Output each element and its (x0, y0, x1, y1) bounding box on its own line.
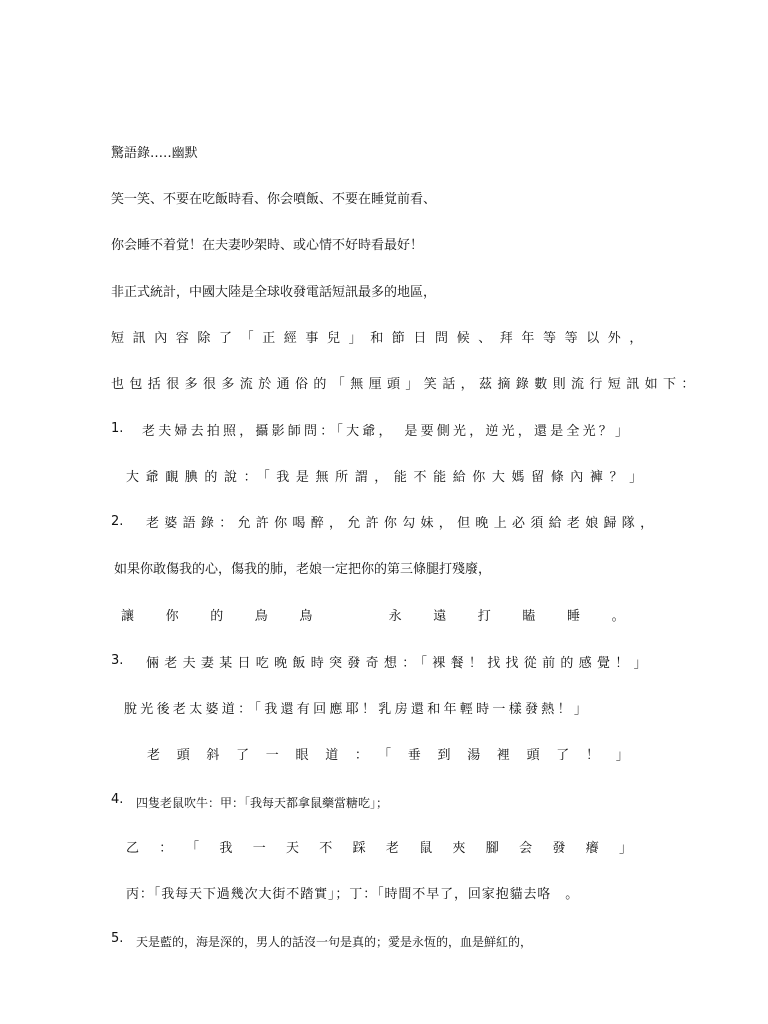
item-4-line-1: 四隻老鼠吹牛：甲：「我每天都拿鼠藥當糖吃」； (136, 796, 389, 810)
paragraph-1: 笑一笑、不要在吃飯時看、你会噴飯、不要在睡覚前看、 (111, 192, 437, 207)
item-3-line-2: 脫光後老太婆道：「我還有回應耶！乳房還和年輕時一樣發熱！」 (124, 702, 591, 717)
paragraph-2: 你会睡不着覚！在夫妻吵架時、或心情不好時看最好！ (111, 238, 424, 253)
paragraph-5: 也包括很多很多流於通俗的「無厘頭」笑話，茲摘錄數則流行短訊如下： (111, 377, 700, 392)
item-1-number: 1. (111, 421, 124, 436)
item-1-line-2: 大爺靦腆的說：「我是無所謂，能不能給你大媽留條內褲？」 (126, 470, 649, 485)
item-2-line-3: 讓你的鳥鳥 永遠打瞌睡。 (121, 609, 657, 624)
item-4-line-2: 乙：「我一天不踩老鼠夾腳会發癢」 (126, 841, 653, 856)
item-2-line-1: 老婆語錄：允許你喝醉，允許你勾妹，但晚上必須給老娘歸隊， (146, 516, 659, 531)
item-3-line-3: 老頭斜了一眼道：「垂到湯裡頭了！」 (147, 748, 646, 763)
item-2-number: 2. (111, 514, 124, 529)
item-5-number: 5. (111, 931, 124, 946)
item-5-line-1: 天是藍的，海是深的，男人的話沒一句是真的；愛是永恆的，血是鮮紅的， (136, 935, 533, 949)
paragraph-4: 短訊內容除了「正經事兒」和節日問候、拜年等等以外， (111, 331, 652, 346)
item-3-number: 3. (111, 653, 124, 668)
item-1-line-1: 老夫婦去拍照，攝影師問：「大爺， 是要側光，逆光，還是全光？」 (142, 424, 632, 439)
doc-title: 驚語錄…‥幽默 (111, 146, 198, 161)
paragraph-3: 非正式統計，中國大陸是全球收發電話短訊最多的地區， (111, 285, 437, 300)
item-3-line-1: 倆老夫妻某日吃晚飯時突發奇想：「裸餐！找找從前的感覺！」 (146, 656, 652, 671)
item-2-line-2: 如果你敢傷我的心，傷我的肺，老娘一定把你的第三條腿打殘廢， (114, 562, 492, 577)
item-4-line-3: 丙：「我每天下過幾次大街不踏實」；丁：「時間不早了，回家抱貓去咯 。 (126, 887, 580, 902)
item-4-number: 4. (111, 792, 124, 807)
